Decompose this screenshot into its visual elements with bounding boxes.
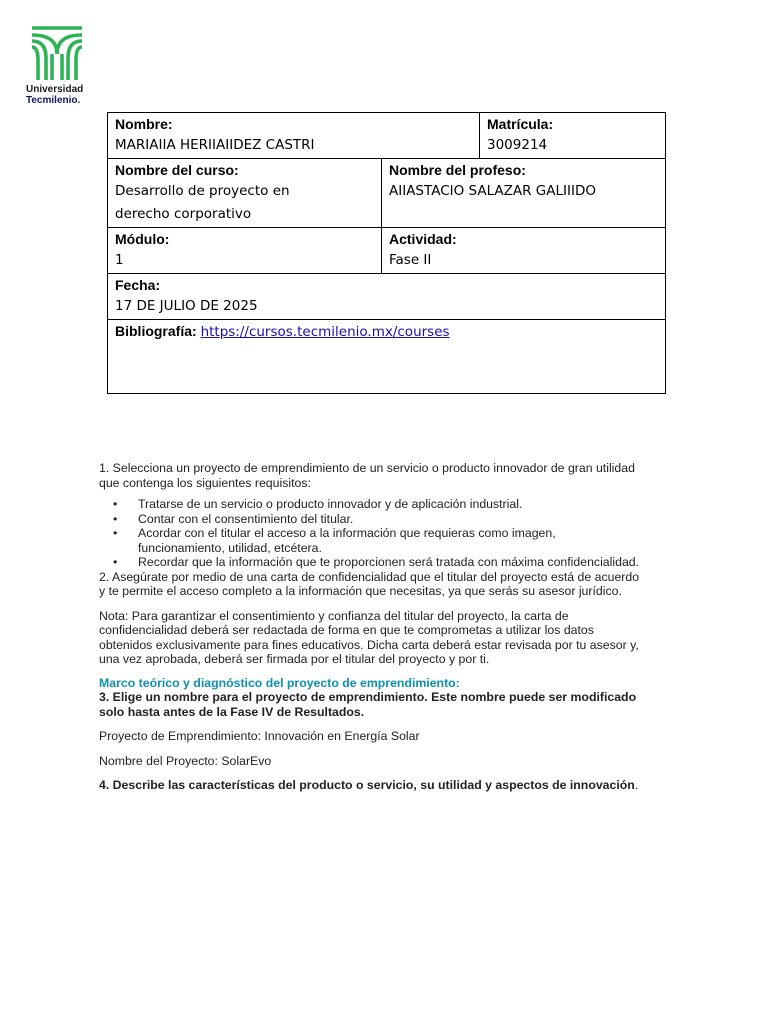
matricula-value: 3009214 (487, 137, 548, 153)
cell-curso (108, 159, 382, 228)
curso-value-line1: Desarrollo de proyecto en (115, 183, 290, 199)
instruction-4-text: 4. Describe las características del producto o servicio, su utilidad y aspectos de innovación (99, 778, 635, 792)
proyecto-emprendimiento: Proyecto de Emprendimiento: Innovación en Energía Solar (99, 729, 420, 743)
row-fecha (108, 274, 666, 320)
bullet-text: Acordar con el titular el acceso a la información que requieras como imagen, funcionamiento, utilidad, etcétera. (138, 526, 556, 555)
nombre-value: MARIAIIA HERIIAIIDEZ CASTRI (115, 137, 315, 153)
requirements-list (99, 497, 644, 570)
bullet-text: Recordar que la información que te proporcionen será tratada con máxima confidencialidad. (138, 555, 640, 569)
nombre-proyecto: Nombre del Proyecto: SolarEvo (99, 753, 272, 768)
fecha-value: 17 DE JULIO DE 2025 (115, 298, 258, 314)
logo-text-tecmilenio: Tecmilenio. (26, 95, 81, 106)
actividad-value: Fase II (389, 252, 432, 268)
bibliografia-label: Bibliografía: (115, 323, 197, 339)
bullet-icon: • (113, 511, 118, 526)
list-item (99, 526, 644, 555)
row-bibliografia (108, 320, 666, 394)
modulo-value: 1 (115, 252, 124, 268)
nombre-label: Nombre: (115, 116, 173, 132)
bullet-icon: • (113, 526, 118, 540)
profesor-label: Nombre del profeso: (389, 162, 526, 178)
row-nombre (108, 113, 666, 159)
bullet-icon: • (113, 555, 118, 569)
cell-nombre (108, 113, 480, 159)
fecha-label: Fecha: (115, 277, 161, 293)
instruction-1: 1. Selecciona un proyecto de emprendimiento de un servicio o producto innovador de gran utilidad que contenga los siguientes requisitos: (99, 461, 635, 490)
instruction-4-period: . (634, 778, 639, 792)
bullet-text: Contar con el consentimiento del titular. (138, 511, 354, 526)
university-logo (26, 24, 94, 106)
actividad-label: Actividad: (389, 231, 457, 247)
instruction-4 (99, 778, 644, 793)
row-modulo (108, 228, 666, 274)
cell-modulo (108, 228, 382, 274)
profesor-value: AIIASTACIO SALAZAR GALIIIDO (389, 183, 596, 199)
list-item (99, 497, 644, 512)
assignment-content (99, 461, 644, 793)
nota-paragraph: Nota: Para garantizar el consentimiento y confianza del titular del proyecto, la carta de confidencialidad deberá ser redactada de forma en que te comprometas a utilizar los datos obtenidos exclusivamente para fines educativos. Dicha carta deberá estar revisada por tu asesor y, una vez aprobada, deberá ser firmada por el titular del proyecto y por ti. (99, 608, 639, 666)
section-heading: Marco teórico y diagnóstico del proyecto de emprendimiento: (99, 675, 460, 690)
list-item (99, 555, 644, 570)
logo-text-universidad: Universidad (26, 84, 84, 95)
list-item (99, 512, 644, 527)
matricula-label: Matrícula: (487, 116, 554, 132)
bullet-icon: • (113, 497, 118, 511)
bibliografia-line (115, 321, 658, 342)
curso-value-line2: derecho corporativo (115, 206, 252, 222)
cell-matricula (480, 113, 666, 159)
curso-label: Nombre del curso: (115, 162, 239, 178)
cell-profesor (382, 159, 666, 228)
row-curso (108, 159, 666, 228)
cell-actividad (382, 228, 666, 274)
cell-fecha (108, 274, 666, 320)
modulo-label: Módulo: (115, 231, 170, 247)
instruction-3: 3. Elige un nombre para el proyecto de emprendimiento. Este nombre puede ser modificado solo hasta antes de la Fase IV de Resultados. (99, 690, 637, 719)
bibliografia-link[interactable]: https://cursos.tecmilenio.mx/courses (200, 324, 450, 340)
cell-bibliografia (108, 320, 666, 394)
tecmilenio-emblem-icon (26, 24, 88, 82)
instruction-2: 2. Asegúrate por medio de una carta de confidencialidad que el titular del proyecto está de acuerdo y te permite el acceso completo a la información que necesitas, ya que serás su asesor jurídico. (99, 569, 640, 598)
bullet-text: Tratarse de un servicio o producto innovador y de aplicación industrial. (138, 497, 523, 511)
student-info-table (107, 112, 666, 394)
